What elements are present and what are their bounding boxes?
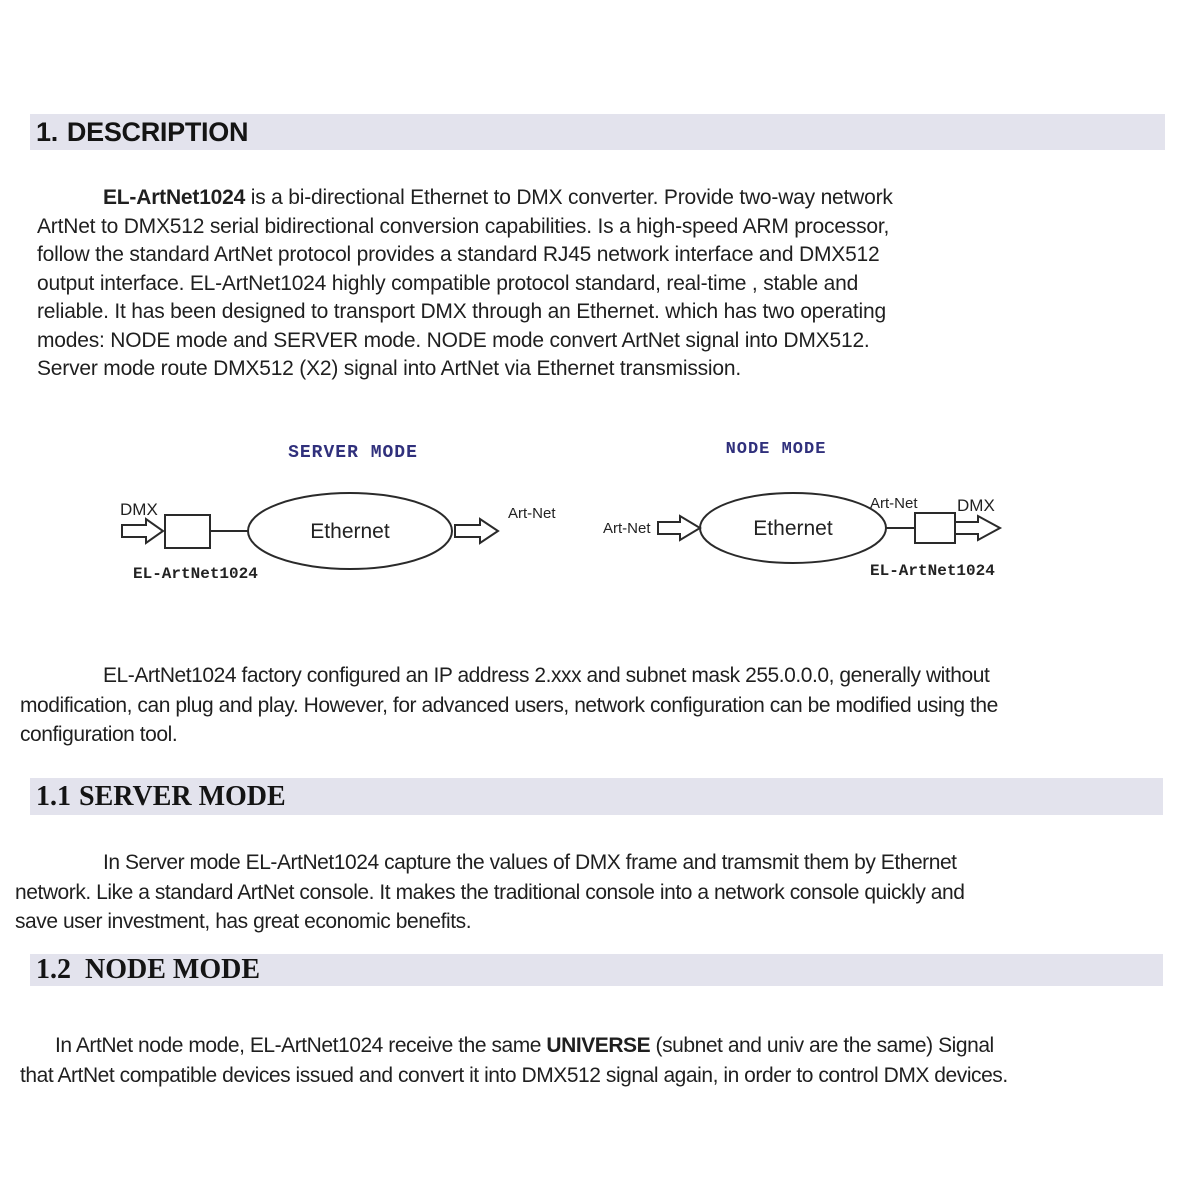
paragraph-line: EL-ArtNet1024 is a bi-directional Ethernet to DMX converter. Provide two-way network xyxy=(103,186,893,209)
artnet-output-arrow-icon xyxy=(455,519,498,543)
paragraph-line: EL-ArtNet1024 factory configured an IP address 2.xxx and subnet mask 255.0.0.0, generally without xyxy=(103,664,990,687)
server-dmx-label: DMX xyxy=(120,500,158,519)
paragraph-line: follow the standard ArtNet protocol provides a standard RJ45 network interface and DMX512 xyxy=(37,243,880,266)
product-name: EL-ArtNet1024 xyxy=(103,186,246,209)
section-heading-description xyxy=(30,114,1165,150)
dmx-input-arrow-icon xyxy=(122,519,163,543)
ip-config-paragraph xyxy=(20,661,998,750)
paragraph-line: output interface. EL-ArtNet1024 highly compatible protocol standard, real-time , stable and xyxy=(37,271,859,295)
paragraph-line: In ArtNet node mode, EL-ArtNet1024 receive the same UNIVERSE (subnet and univ are the same) Signal xyxy=(55,1034,994,1057)
section-heading-node-mode xyxy=(30,954,1163,986)
paragraph-line: save user investment, has great economic benefits. xyxy=(15,910,472,933)
paragraph-line: network. Like a standard ArtNet console. It makes the traditional console into a network console quickly and xyxy=(15,880,965,904)
paragraph-line: In Server mode EL-ArtNet1024 capture the values of DMX frame and tramsmit them by Ethernet xyxy=(103,851,957,874)
paragraph-line: reliable. It has been designed to transport DMX through an Ethernet. which has two operating xyxy=(37,300,886,323)
paragraph-line: configuration tool. xyxy=(20,723,178,746)
server-mode-paragraph xyxy=(15,848,964,937)
section-title: SERVER MODE xyxy=(79,780,286,812)
node-artnet-input-label: Art-Net xyxy=(603,520,651,537)
universe-keyword: UNIVERSE xyxy=(546,1034,651,1057)
server-converter-box xyxy=(165,515,210,548)
server-artnet-label: Art-Net xyxy=(508,505,556,522)
paragraph-line: modes: NODE mode and SERVER mode. NODE mode convert ArtNet signal into DMX512. xyxy=(37,328,870,352)
node-dmx-label: DMX xyxy=(957,496,995,515)
section-heading-server-mode xyxy=(30,778,1163,815)
node-ethernet-label: Ethernet xyxy=(753,517,833,540)
node-artnet-net-label: Art-Net xyxy=(870,495,918,512)
server-mode-diagram xyxy=(120,443,556,583)
node-converter-box xyxy=(915,513,955,543)
node-mode-paragraph xyxy=(20,1031,1008,1091)
section-number: 1.1 xyxy=(36,780,71,812)
node-device-label: EL-ArtNet1024 xyxy=(870,562,995,580)
node-mode-title: NODE MODE xyxy=(725,440,827,459)
section-title: NODE MODE xyxy=(85,954,260,985)
paragraph-line: ArtNet to DMX512 serial bidirectional conversion capabilities. Is a high-speed ARM processor, xyxy=(37,214,890,238)
server-ethernet-label: Ethernet xyxy=(310,520,390,543)
section-title: DESCRIPTION xyxy=(66,116,249,147)
section-number: 1. xyxy=(36,116,58,147)
artnet-input-arrow-icon xyxy=(658,516,700,540)
mode-diagrams xyxy=(0,425,1200,605)
node-mode-diagram xyxy=(603,440,1000,580)
paragraph-line: Server mode route DMX512 (X2) signal into ArtNet via Ethernet transmission. xyxy=(37,357,741,380)
dmx-output-arrow-icon xyxy=(955,516,1000,540)
paragraph-line: modification, can plug and play. However, for advanced users, network configuration can be modified using the xyxy=(20,693,998,717)
server-mode-title: SERVER MODE xyxy=(288,443,418,463)
server-device-label: EL-ArtNet1024 xyxy=(133,565,258,583)
description-paragraph xyxy=(37,184,893,384)
section-number: 1.2 xyxy=(36,954,71,985)
paragraph-line: that ArtNet compatible devices issued and convert it into DMX512 signal again, in order to control DMX devices. xyxy=(20,1064,1008,1087)
